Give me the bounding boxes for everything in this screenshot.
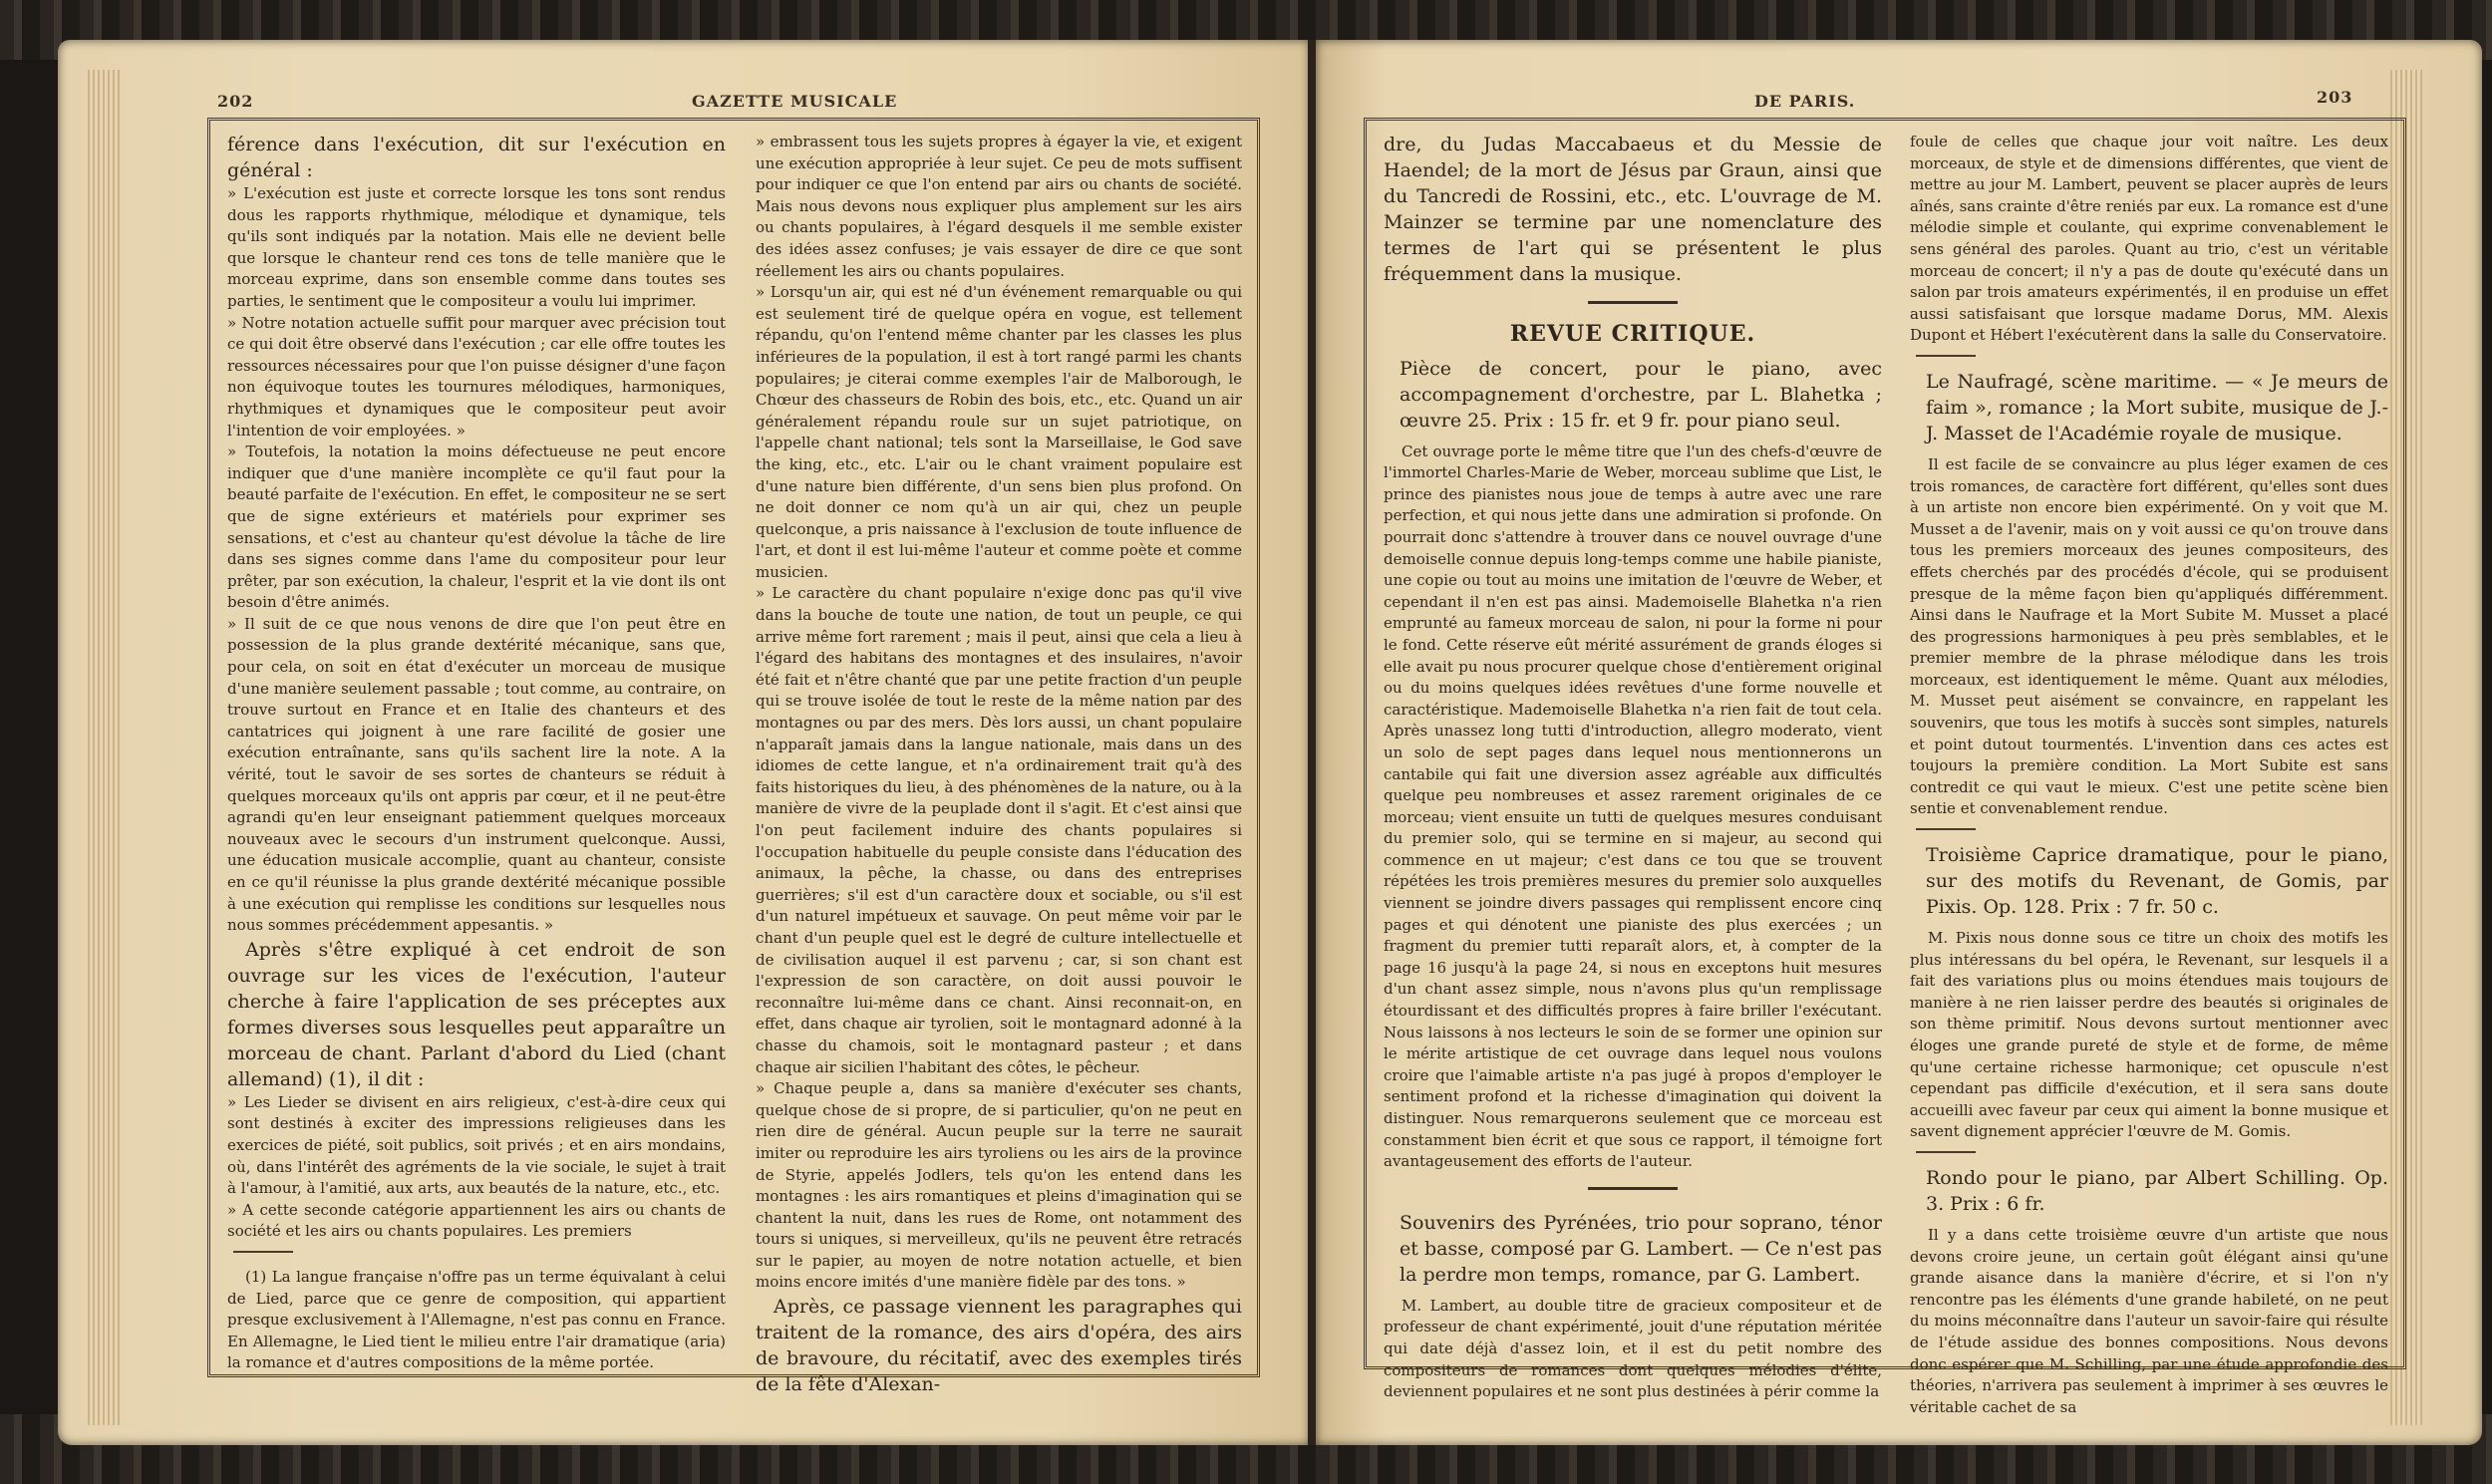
paragraph: » L'exécution est juste et correcte lorsque les tons sont rendus dous les rapports rhythmique, mélodique et dynamique, tels qu'ils sont indiqués par la notation. Mais elle ne devient belle que lorsque le chanteur rend ces tons de telle manière que le morceau exprime, dans son ensemble comme dans toutes ses parties, le sentiment que le compositeur a voulu lui imprimer. xyxy=(227,184,726,310)
right-column-2 xyxy=(1910,132,2388,1416)
paragraph: Il est facile de se convaincre au plus léger examen de ces trois romances, de caractère fort différent, qu'elles sont dues à un artiste non encore bien expérimenté. On y voit que M. Musset a de l'avenir, mais on y voit aussi ce qu'on trouve dans tous les premiers morceaux des jeunes compositeurs, des effets cherchés par des procédés d'école, qui se produisent presque de la même façon bien qu'appliqués différemment. Ainsi dans le Naufrage et la Mort Subite M. Musset a placé des progressions harmoniques à peu près semblables, et le premier membre de la phrase mélodique dans les trois morceaux, est identiquement le même. Quant aux mélodies, M. Musset peut aisément se convaincre, en rappelant les souvenirs, que tous les motifs à succès sont simples, naturels et point dutout tourmentés. L'invention dans ces actes est toujours la première condition. La Mort Subite est sans contredit ce qui vaut le mieux. C'est une petite scène bien sentie et convenablement rendue. xyxy=(1910,454,2388,818)
page-edges-left xyxy=(88,70,120,1425)
running-head: GAZETTE MUSICALE xyxy=(692,92,898,111)
page-number: 203 xyxy=(2317,88,2353,107)
paragraph: » Lorsqu'un air, qui est né d'un événement remarquable ou qui est seulement tiré de quelque opéra en vogue, est tellement répandu, qu'on l'entend même chanter par les classes les plus inférieures de la population, il est à tort rangé parmi les chants populaires; je citerai comme exemples l'air de Malborough, le Chœur des chasseurs de Robin des bois, etc., etc. Quand un air généralement répandu roule sur un sujet patriotique, on l'appelle chant national; tels sont la Marseillaise, le God save the king, etc., etc. L'air ou le chant vraiment populaire est d'une nature bien différente, d'un sens bien plus profond. On ne doit donner ce nom qu'à un air qui, chez un peuple quelconque, a pris naissance à l'exclusion de toute influence de l'art, et dont il est lui-même l'auteur et comme poète et comme musicien. xyxy=(756,283,1242,581)
paragraph: » Chaque peuple a, dans sa manière d'exécuter ses chants, quelque chose de si propre, de si particulier, qu'on ne peut en rien dire de général. Aucun peuple sur la terre ne saurait imiter ou reproduire les airs tyroliens ou les airs de la province de Styrie, appelés Jodlers, tels qu'on les entend dans les montagnes : les airs romantiques et pleins d'imagination qui se chantent la nuit, dans les rues de Rome, ont notamment des tours si uniques, si merveilleux, qu'ils ne peuvent être retracés sur le papier, au moyen de notre notation actuelle, et bien moins encore imités d'une manière fidèle par des tons. » xyxy=(756,1079,1242,1292)
left-column-2 xyxy=(756,132,1242,1396)
running-head: DE PARIS. xyxy=(1754,92,1856,111)
footnote-rule xyxy=(233,1251,293,1253)
section-rule xyxy=(1916,355,1976,357)
page-number: 202 xyxy=(217,92,254,111)
paragraph: foule de celles que chaque jour voit naître. Les deux morceaux, de style et de dimensions différentes, que vient de mettre au jour M. Lambert, peuvent se placer auprès de leurs aînés, sans crainte d'être reniés par eux. La romance est d'une mélodie simple et coulante, qui exprime convenablement le sens général des paroles. Quant au trio, c'est un véritable morceau de concert; il n'y a pas de doute qu'exécuté dans un salon par trois amateurs expérimentés, il en produise un effet aussi satisfaisant que lorsque madame Dorus, MM. Alexis Dupont et Hébert l'exécutèrent dans la salle du Conservatoire. xyxy=(1910,133,2388,345)
paragraph: Il y a dans cette troisième œuvre d'un artiste que nous devons croire jeune, un certain goût élégant ainsi qu'une grande aisance dans la manière d'écrire, et si l'on n'y rencontre pas les éléments d'une grande habileté, on ne peut du moins méconnaître dans l'auteur un savoir-faire qui résulte de l'étude assidue des bonnes compositions. Nous devons donc espérer que M. Schilling, par une étude approfondie des théories, n'arrivera pas seulement à imprimer à ses œuvres le véritable cachet de sa xyxy=(1910,1225,2388,1416)
paragraph: M. Lambert, au double titre de gracieux compositeur et de professeur de chant expérimenté, jouit d'une réputation méritée qui date déjà d'assez loin, et il est du petit nombre des compositeurs de romances dont quelques mélodies d'élite, deviennent populaires et ne sont plus destinées à périr comme la xyxy=(1384,1296,1882,1401)
section-rule xyxy=(1588,301,1678,304)
open-book xyxy=(58,40,2482,1445)
review-entry-heading: Pièce de concert, pour le piano, avec accompagnement d'orchestre, par L. Blahetka ; œuvre 25. Prix : 15 fr. et 9 fr. pour piano seul. xyxy=(1400,357,1882,432)
section-rule xyxy=(1916,828,1976,830)
paragraph: Après s'être expliqué à cet endroit de son ouvrage sur les vices de l'exécution, l'auteur cherche à faire l'application de ses préceptes aux formes diverses sous lesquelles peut apparaître un morceau de chant. Parlant d'abord du Lied (chant allemand) (1), il dit : xyxy=(227,938,726,1090)
paragraph: dre, du Judas Maccabaeus et du Messie de Haendel; de la mort de Jésus par Graun, ainsi que du Tancredi de Rossini, etc., etc. L'ouvrage de M. Mainzer se termine par une nomenclature des termes de l'art qui se présentent le plus fréquemment dans la musique. xyxy=(1384,134,1882,285)
paragraph: » Les Lieder se divisent en airs religieux, c'est-à-dire ceux qui sont destinés à exciter des impressions religieuses dans les exercices de piété, soit publics, soit privés ; et en airs mondains, où, dans l'intérêt des agréments de la vie sociale, le sujet à trait à l'amour, à l'amitié, aux arts, aux beautés de la nature, etc., etc. xyxy=(227,1092,726,1198)
right-column-1 xyxy=(1384,132,1882,1401)
section-title: REVUE CRITIQUE. xyxy=(1509,321,1756,347)
section-rule xyxy=(1916,1151,1976,1153)
paragraph: » Le caractère du chant populaire n'exige donc pas qu'il vive dans la bouche de toute une nation, de tout un peuple, ce qui arrive même fort rarement ; mais il peut, ainsi que cela a lieu à l'égard des habitans des montagnes et des insulaires, n'avoir été fait et n'être chanté que par une petite fraction d'un peuple qui se trouve isolée de tout le reste de la même nation par des montagnes ou par des mers. Dès lors aussi, un chant populaire n'apparaît jamais dans la langue nationale, mais dans un des idiomes de cette langue, et n'a ordinairement trait qu'à des faits historiques du lieu, à des phénomènes de la nature, ou à la manière de vivre de la peuplade dont il s'agit. Et c'est ainsi que l'on peut facilement induire des chants populaires si l'occupation habituelle du peuple consiste dans l'éducation des animaux, la pêche, la chasse, ou dans des entreprises guerrières; s'il est d'un caractère doux et sociable, ou s'il est d'un naturel impétueux et sauvage. On peut même voir par le chant d'un peuple quel est le degré de culture intellectuelle et de civilisation auquel il est parvenu ; car, si son chant est l'expression de son caractère, on doit aussi pouvoir le reconnaître lui-même dans ce chant. Ainsi reconnait-on, en effet, dans chaque air tyrolien, soit le montagnard adonné à la chasse du chamois, soit le montagnard pasteur ; et dans chaque air sicilien l'habitant des côtes, le pêcheur. xyxy=(756,584,1242,1076)
paragraph: M. Pixis nous donne sous ce titre un choix des motifs les plus intéressans du bel opéra, le Revenant, sur lesquels il a fait des variations plus ou moins étendues mais toujours de manière à ne rien laisser perdre des beautés si originales de son thème primitif. Nous devons surtout mentionner avec éloges une grande pureté de style et de forme, de même qu'une certaine richesse harmonique; cet opuscule n'est cependant pas difficile d'exécution, et il sera sans doute accueilli avec faveur par ceux qui aiment la bonne musique et savent dignement apprécier l'œuvre de M. Gomis. xyxy=(1910,929,2388,1141)
paragraph: » A cette seconde catégorie appartiennent les airs ou chants de société et les airs ou chants populaires. Les premiers xyxy=(227,1200,726,1241)
review-entry-heading: Le Naufragé, scène maritime. — « Je meurs de faim », romance ; la Mort subite, musique de J.-J. Masset de l'Académie royale de musique. xyxy=(1926,370,2388,445)
paragraph: » Toutefois, la notation la moins défectueuse ne peut encore indiquer que d'une manière incomplète ce qu'il faut pour la beauté parfaite de l'exécution. En effet, le compositeur ne se sert que de signe extérieurs et matériels pour exprimer ses sensations, et c'est au chanteur qu'est dévolue la tâche de lire dans ses signes comme dans l'ame du compositeur pour leur prêter, par son exécution, la chaleur, l'esprit et la vie dont ils ont besoin d'être animés. xyxy=(227,443,726,612)
paragraph: Cet ouvrage porte le même titre que l'un des chefs-d'œuvre de l'immortel Charles-Marie de Weber, morceau sublime que List, le prince des pianistes nous joue de temps à autre avec une rare perfection, et qui nous jette dans une admiration si profonde. On pourrait donc s'attendre à trouver dans ce nouvel ouvrage d'une demoiselle connue depuis long-temps comme une habile pianiste, une copie ou tout au moins une imitation de l'œuvre de Weber, et cependant il n'en est pas ainsi. Mademoiselle Blahetka n'a rien emprunté au fameux morceau de salon, ni pour la forme ni pour le fond. Cette réserve eût mérité assurément de grands éloges si elle avait pu nous procurer quelque chose d'entièrement original ou du moins quelques idées revêtues d'une forme nouvelle et caractéristique. Mademoiselle Blahetka n'a rien fait de tout cela. Après unassez long tutti d'introduction, allegro moderato, vient un solo de sept pages dans lequel nous mentionnerons un cantabile qui fait une diversion assez agréable aux difficultés quelque peu nombreuses et assez rarement originales de ce morceau; vient ensuite un tutti de quelques mesures conduisant du premier solo, qui se termine en si majeur, au second qui commence en ut majeur; c'est dans ce tou que se trouvent répétées les trois premières mesures du premier solo auxquelles viennent se joindre divers passages qui remplissent encore cinq pages et qui dénotent une pianiste des plus exercées ; un fragment du premier tutti reparaît alors, et, à compter de la page 16 jusqu'à la page 24, si nous en exceptons huit mesures d'un chant assez simple, nous n'avons plus qu'un remplissage étourdissant et des difficultés propres à faire briller l'exécutant. Nous laissons à nos lecteurs le soin de se former une opinion sur le mérite artistique de cet ouvrage dans lequel nous voulons croire que l'aimable artiste n'a pas jugé à propos d'employer le sentiment profond et la richesse d'imagination qui doivent la distinguer. Nous remarquerons seulement que ce morceau est constamment bien écrit et que sous ce rapport, il témoigne fort avantageusement des efforts de l'auteur. xyxy=(1384,442,1882,1171)
section-rule xyxy=(1588,1187,1678,1190)
footnote: (1) La langue française n'offre pas un terme équivalant à celui de Lied, parce que ce genre de composition, qui appartient presque exclusivement à l'Allemagne, n'est pas connu en France. En Allemagne, le Lied tient le milieu entre l'air dramatique (aria) la romance et d'autres compositions de la même portée. xyxy=(227,1267,726,1372)
paragraph: férence dans l'exécution, dit sur l'exécution en général : xyxy=(227,134,726,181)
right-page xyxy=(1316,40,2482,1445)
paragraph: » embrassent tous les sujets propres à égayer la vie, et exigent une exécution appropriée à leur sujet. Ce peu de mots suffisent pour indiquer ce que l'on entend par airs ou chants de société. Mais nous devons nous expliquer plus amplement sur les airs ou chants populaires, à l'égard desquels il me semble exister des idées assez confuses; je vais essayer de dire ce que sont réellement les airs ou chants populaires. xyxy=(756,133,1242,280)
review-entry-heading: Rondo pour le piano, par Albert Schilling. Op. 3. Prix : 6 fr. xyxy=(1926,1166,2388,1215)
paragraph: » Il suit de ce que nous venons de dire que l'on peut être en possession de la plus grande dextérité mécanique, sans que, pour cela, on soit en état d'exécuter un morceau de musique d'une manière seulement passable ; tout comme, au contraire, on trouve surtout en France et en Italie des chanteurs et des cantatrices qui joignent à une rare facilité de gosier une exécution entraînante, sans qu'ils sachent lire la note. A la vérité, tout le savoir de ses sortes de chanteurs se réduit à quelques morceaux qu'ils ont appris par cœur, et il ne peut-être agrandi qu'en leur enseignant patiemment quelques morceaux nouveaux avec le secours d'un instrument quelconque. Aussi, une éducation musicale accomplie, quant au chanteur, consiste en ce qu'il réunisse la plus grande dextérité mécanique possible à une exécution qui remplisse les conditions sur lesquelles nous nous sommes précédemment appesantis. » xyxy=(227,614,726,935)
review-entry-heading: Souvenirs des Pyrénées, trio pour soprano, ténor et basse, composé par G. Lambert. — Ce n'est pas la perdre mon temps, romance, par G. Lambert. xyxy=(1400,1211,1882,1286)
left-page xyxy=(58,40,1310,1445)
left-column-1 xyxy=(227,132,726,1372)
paragraph: Après, ce passage viennent les paragraphes qui traitent de la romance, des airs d'opéra, des airs de bravoure, du récitatif, avec des exemples tirés de la fête d'Alexan- xyxy=(756,1296,1242,1396)
paragraph: » Notre notation actuelle suffit pour marquer avec précision tout ce qui doit être observé dans l'exécution ; car elle offre toutes les ressources nécessaires pour que l'on puisse désigner d'une façon non équivoque toutes les tournures mélodiques, harmoniques, rhythmiques et dynamiques que le compositeur peut avoir l'intention de voir employées. » xyxy=(227,313,726,440)
review-entry-heading: Troisième Caprice dramatique, pour le piano, sur des motifs du Revenant, de Gomis, par Pixis. Op. 128. Prix : 7 fr. 50 c. xyxy=(1926,844,2388,919)
